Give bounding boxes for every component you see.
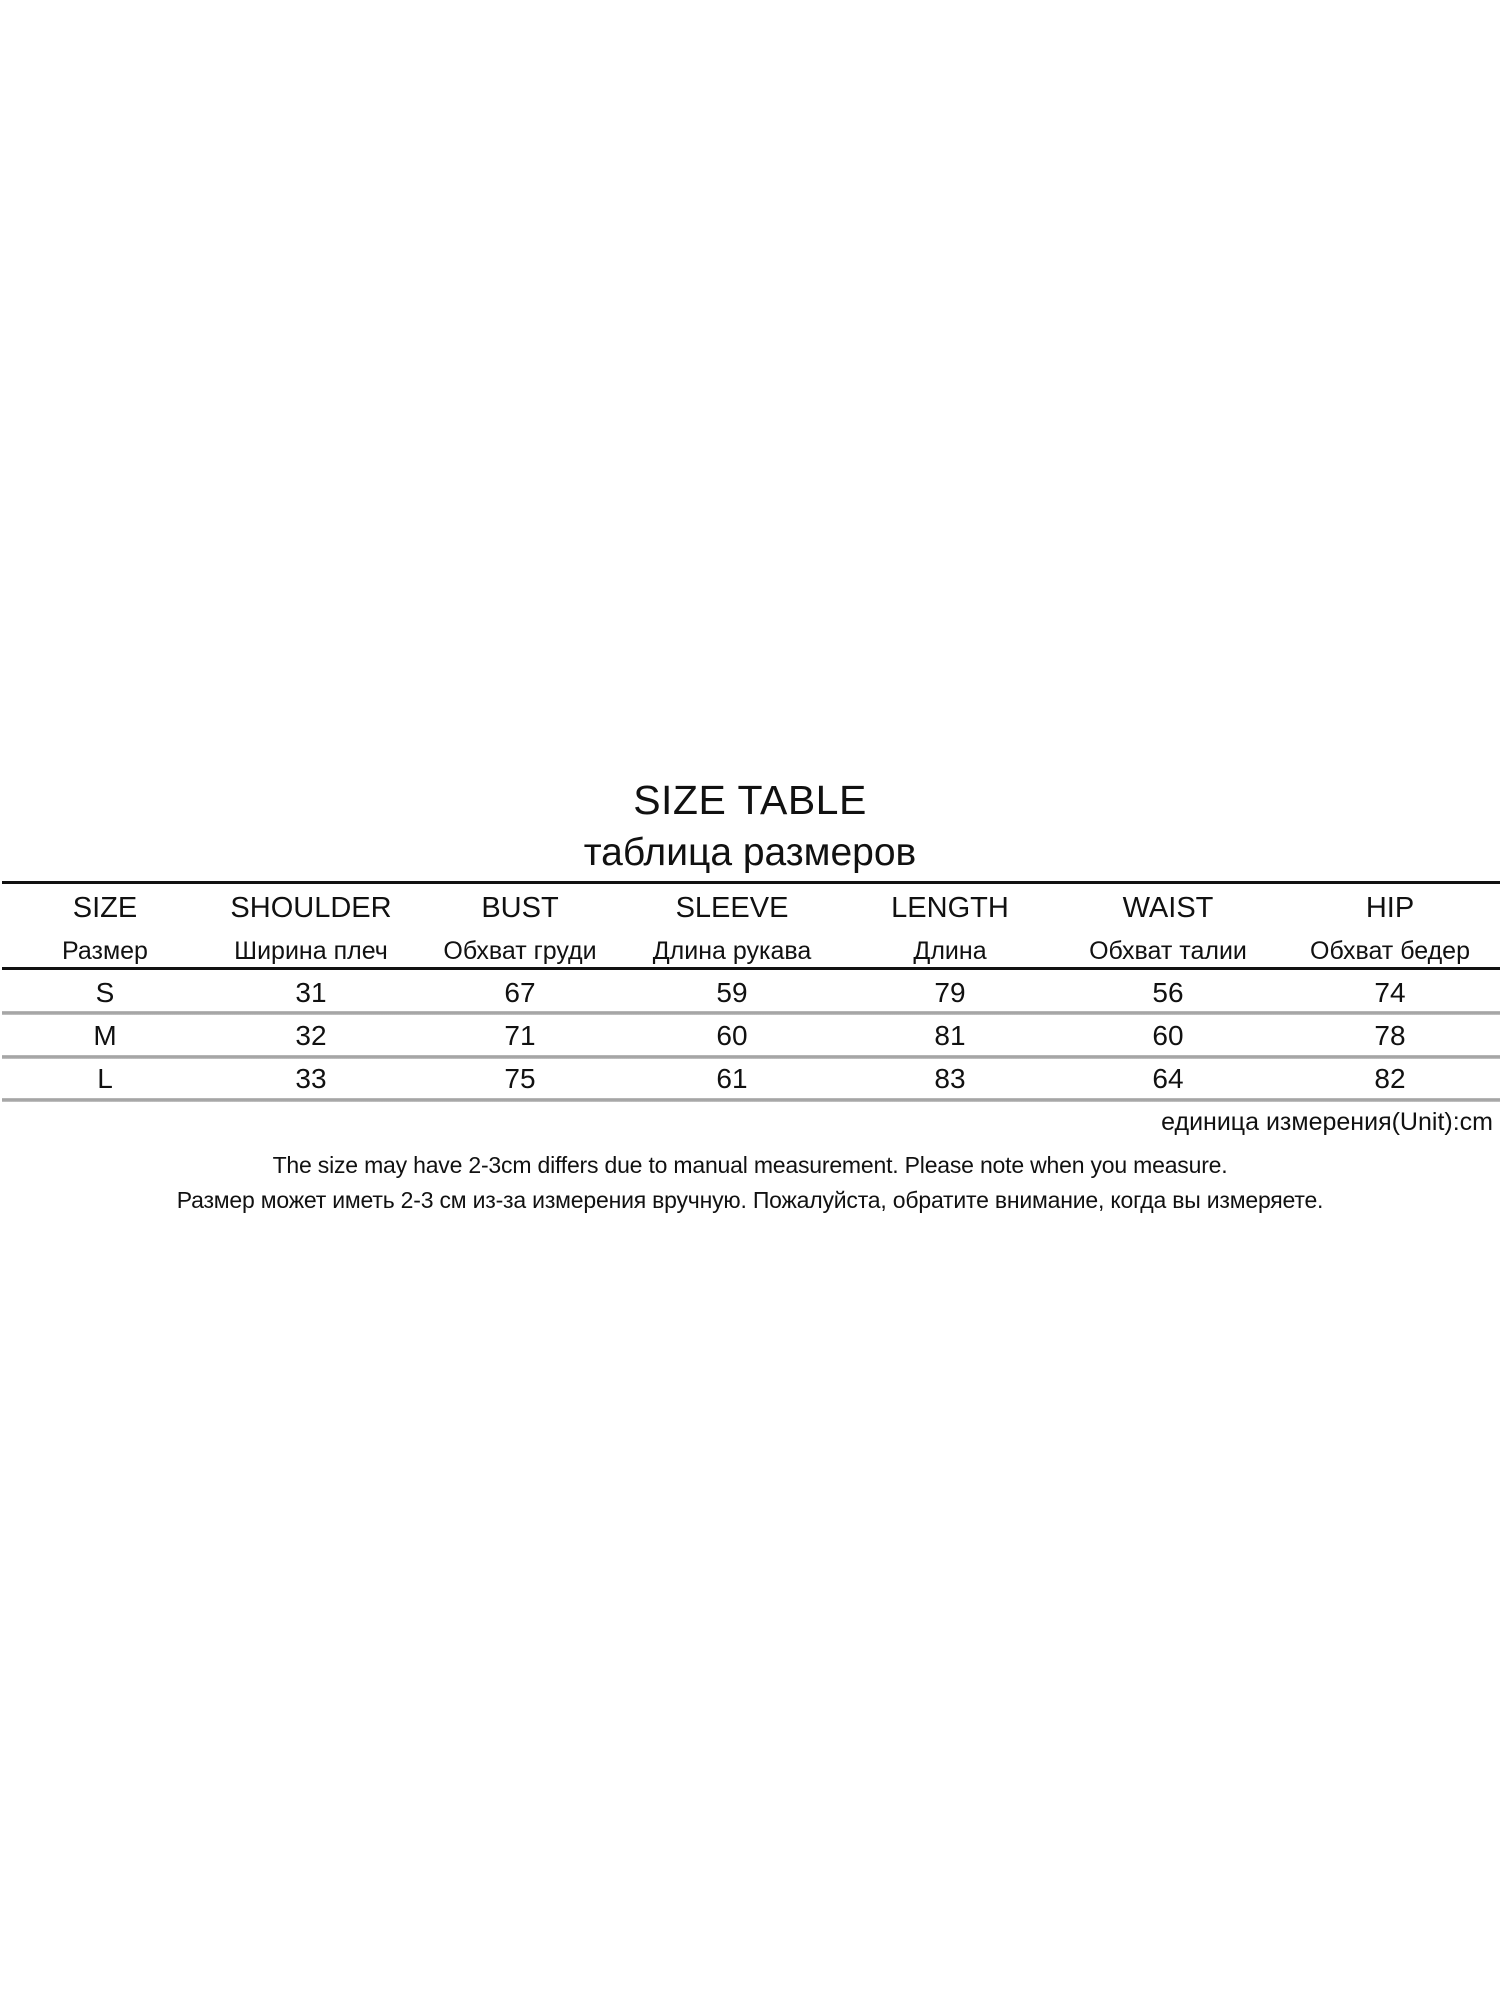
column-header-hip: HIP — [1365, 892, 1415, 924]
table-header-row-ru — [0, 931, 1500, 971]
column-header-length: LENGTH — [891, 892, 1009, 924]
column-header-hip-ru: Обхват бедер — [1310, 937, 1470, 965]
cell-sleeve: 60 — [716, 1020, 748, 1051]
page-title: SIZE TABLE — [633, 777, 867, 823]
column-header-sleeve: SLEEVE — [675, 892, 789, 924]
table-header-rule — [2, 967, 1500, 970]
column-header-shoulder-ru: Ширина плеч — [234, 937, 388, 965]
cell-waist: 56 — [1152, 977, 1184, 1008]
table-row — [0, 973, 1500, 1013]
page-subtitle: таблица размеров — [583, 831, 917, 874]
column-header-size: SIZE — [72, 892, 138, 924]
cell-hip: 82 — [1374, 1063, 1406, 1094]
row-separator — [2, 1011, 1500, 1015]
cell-size: L — [97, 1063, 113, 1094]
table-row — [0, 1016, 1500, 1056]
cell-shoulder: 32 — [295, 1020, 327, 1051]
column-header-waist-ru: Обхват талии — [1089, 937, 1247, 965]
column-header-waist: WAIST — [1122, 892, 1214, 924]
column-header-shoulder: SHOULDER — [230, 892, 392, 924]
column-header-bust: BUST — [481, 892, 559, 924]
table-top-rule — [2, 881, 1500, 884]
column-header-sleeve-ru: Длина рукава — [652, 937, 812, 965]
cell-shoulder: 31 — [295, 977, 327, 1008]
cell-hip: 78 — [1374, 1020, 1406, 1051]
column-header-bust-ru: Обхват груди — [443, 937, 597, 965]
cell-bust: 75 — [504, 1063, 536, 1094]
cell-waist: 64 — [1152, 1063, 1184, 1094]
cell-sleeve: 61 — [716, 1063, 748, 1094]
row-separator — [2, 1098, 1500, 1102]
cell-shoulder: 33 — [295, 1063, 327, 1094]
cell-bust: 71 — [504, 1020, 536, 1051]
measurement-note-en: The size may have 2-3cm differs due to manual measurement. Please note when you measure. — [272, 1152, 1228, 1178]
table-header-row-en — [0, 888, 1500, 928]
column-header-size-ru: Размер — [62, 937, 148, 965]
cell-length: 81 — [934, 1020, 966, 1051]
column-header-length-ru: Длина — [913, 937, 987, 965]
cell-length: 83 — [934, 1063, 966, 1094]
cell-waist: 60 — [1152, 1020, 1184, 1051]
cell-size: M — [93, 1020, 117, 1051]
cell-length: 79 — [934, 977, 966, 1008]
measurement-note-ru: Размер может иметь 2-3 см из-за измерения вручную. Пожалуйста, обратите внимание, когда вы измеряете. — [176, 1187, 1324, 1213]
cell-sleeve: 59 — [716, 977, 748, 1008]
unit-note: единица измерения(Unit):cm — [1161, 1108, 1493, 1136]
cell-bust: 67 — [504, 977, 536, 1008]
table-row — [0, 1059, 1500, 1099]
cell-size: S — [95, 977, 115, 1008]
cell-hip: 74 — [1374, 977, 1406, 1008]
